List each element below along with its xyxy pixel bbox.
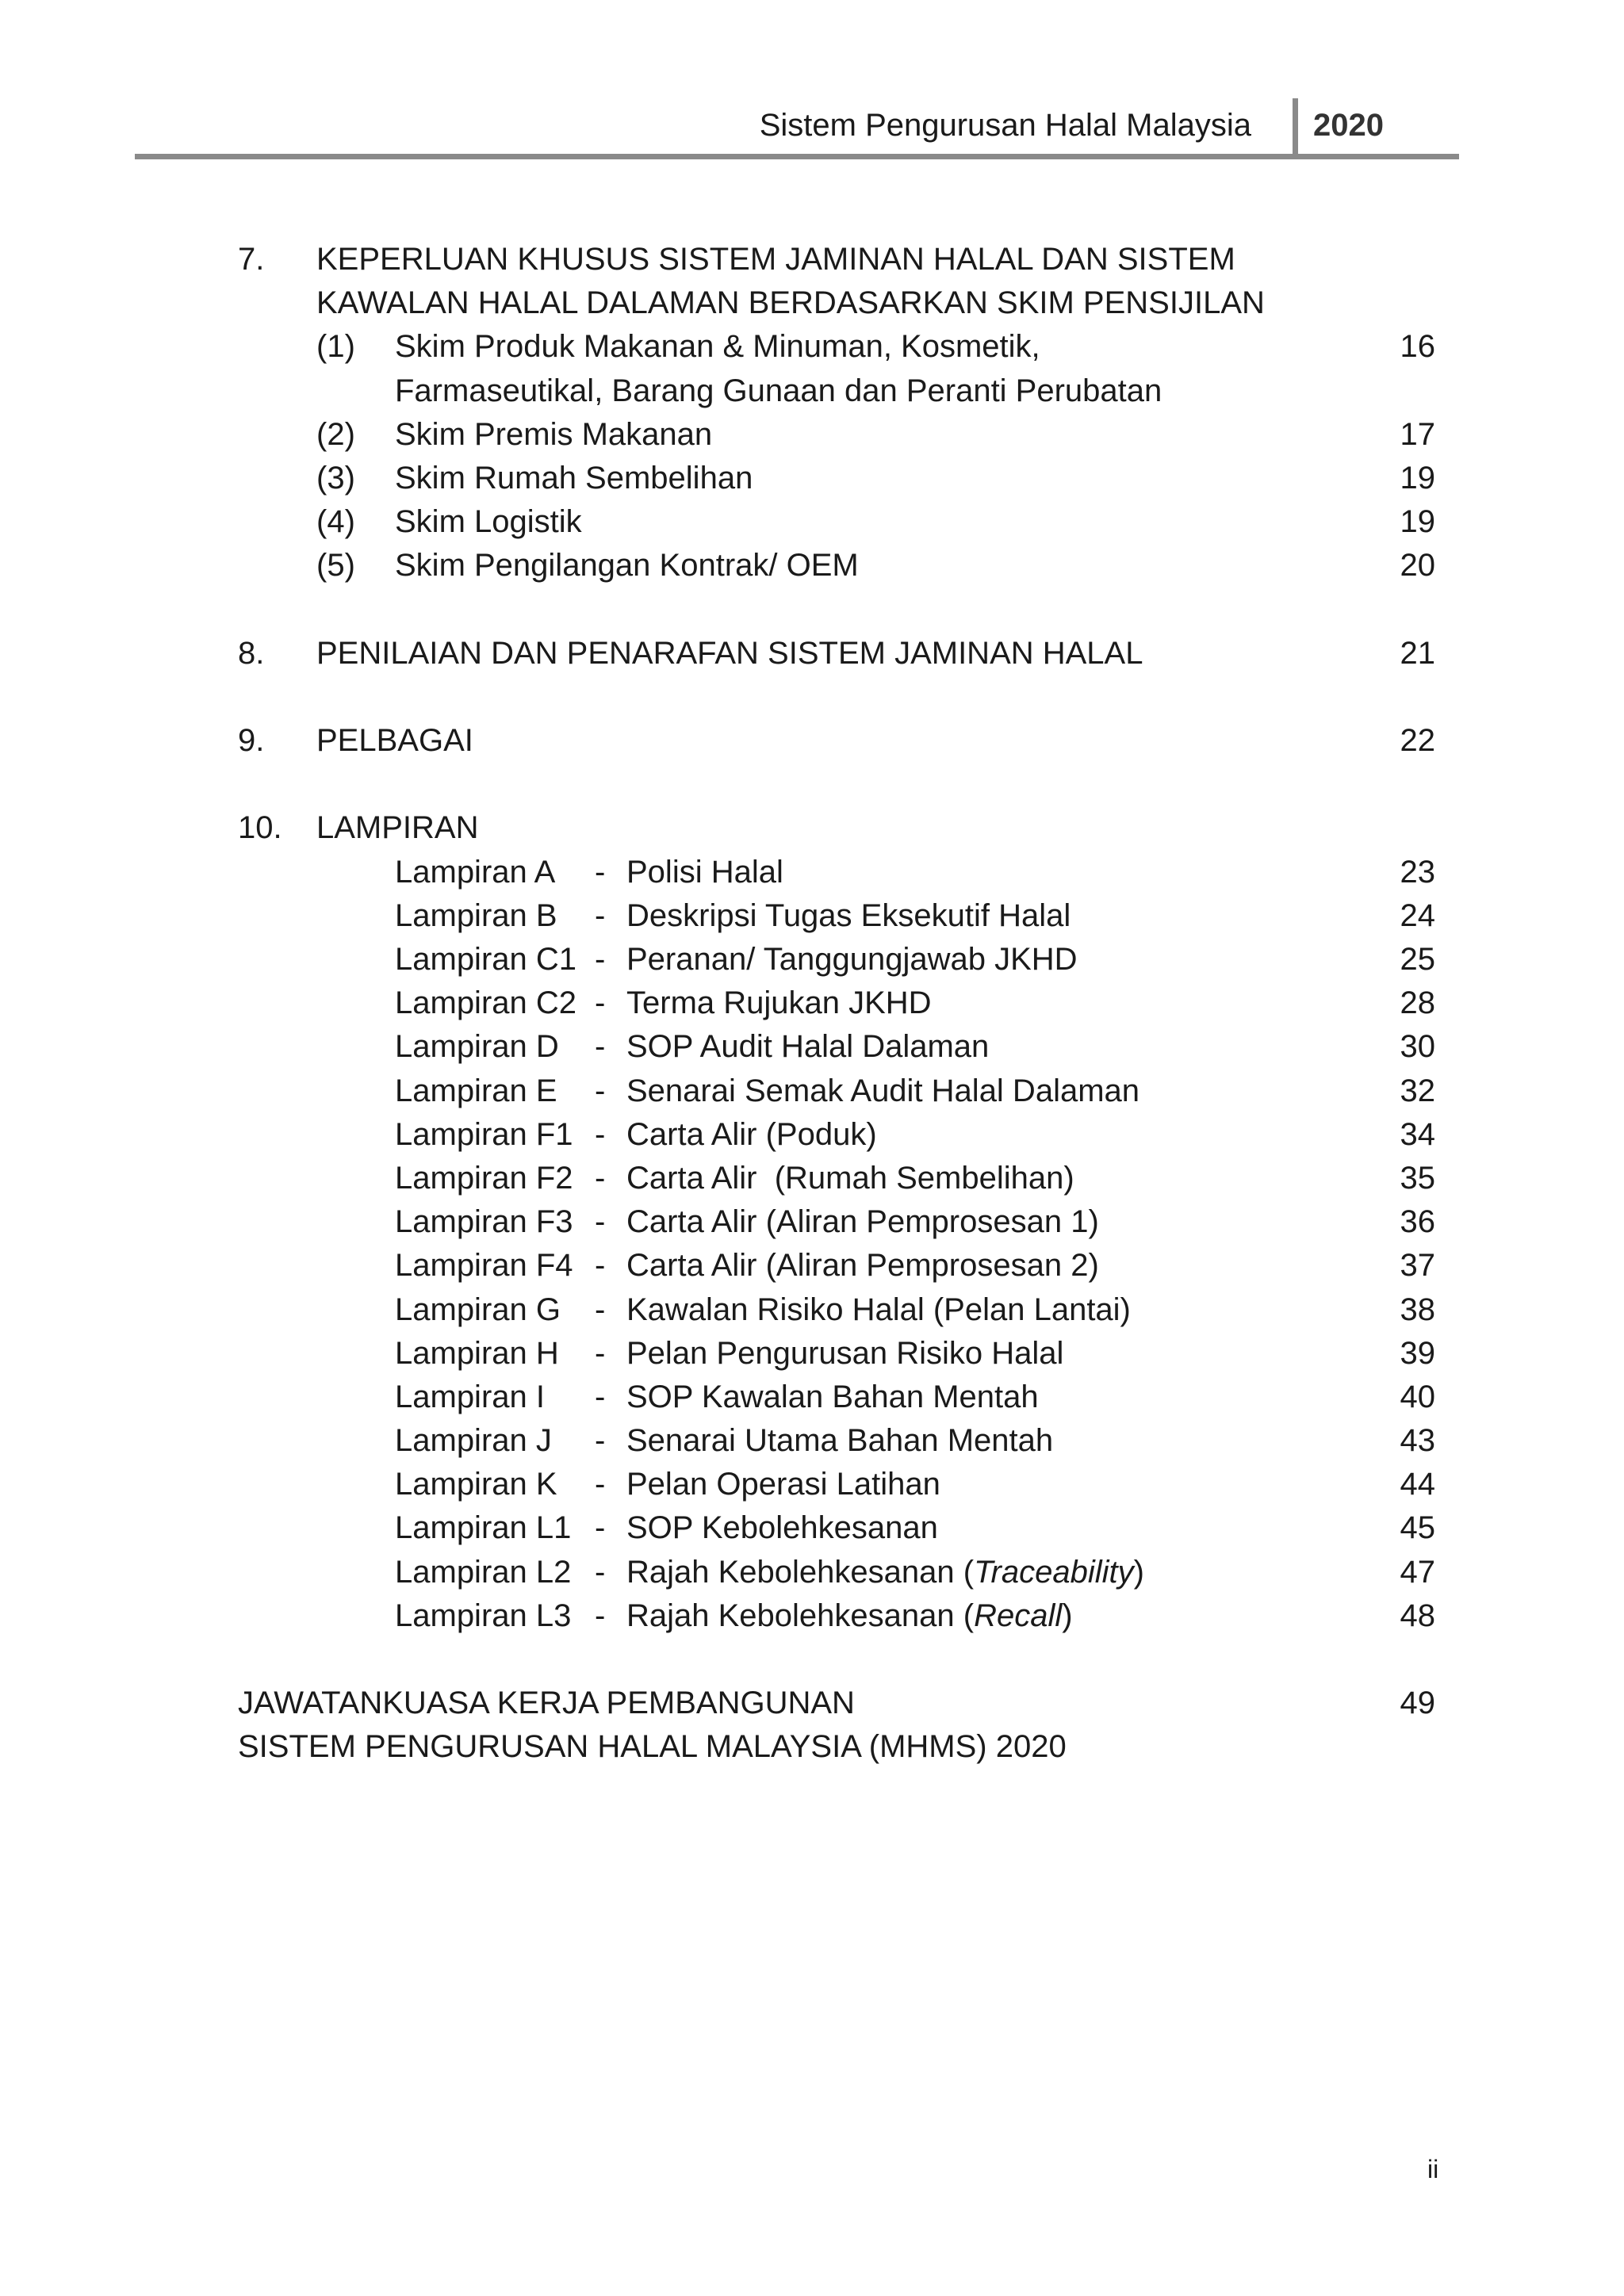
appendix-page: 37 [1400, 1248, 1435, 1284]
appendix-dash: - [595, 1379, 606, 1414]
toc-section-9[interactable] [238, 719, 1435, 763]
appendix-title: Kawalan Risiko Halal (Pelan Lantai) [626, 1292, 1131, 1327]
page-number: ii [1427, 2155, 1439, 2183]
appendix-code: Lampiran C2 [395, 985, 577, 1021]
appendix-dash: - [595, 1335, 606, 1371]
appendix-dash: - [595, 942, 606, 977]
toc-section-8[interactable] [238, 632, 1435, 675]
section-page: 21 [1400, 635, 1435, 671]
toc-appendix-entry[interactable] [238, 1200, 1435, 1244]
appendix-page: 28 [1400, 985, 1435, 1021]
appendix-code: Lampiran F4 [395, 1248, 573, 1284]
appendix-title: Carta Alir (Aliran Pemprosesan 1) [626, 1204, 1099, 1240]
toc-appendix-entry[interactable] [238, 1070, 1435, 1113]
entry-number: (1) [316, 329, 355, 365]
entry-page: 19 [1400, 460, 1435, 496]
entry-page: 16 [1400, 329, 1435, 365]
toc-appendix-entry[interactable] [238, 1419, 1435, 1463]
appendix-code: Lampiran F1 [395, 1116, 573, 1152]
toc-section-10 [238, 806, 1435, 850]
toc-entry[interactable] [238, 325, 1435, 369]
appendix-title: Senarai Semak Audit Halal Dalaman [626, 1073, 1140, 1108]
appendix-page: 38 [1400, 1292, 1435, 1327]
section-title: PENILAIAN DAN PENARAFAN SISTEM JAMINAN HALAL [316, 635, 1143, 671]
section-number: 8. [238, 635, 265, 671]
appendix-dash: - [595, 1554, 606, 1590]
toc-committee[interactable] [238, 1682, 1435, 1725]
toc-appendix-entry[interactable] [238, 1506, 1435, 1550]
running-header [135, 95, 1459, 159]
appendix-page: 24 [1400, 897, 1435, 933]
appendix-title: SOP Audit Halal Dalaman [626, 1029, 990, 1065]
spacer [238, 588, 1435, 632]
appendix-title: Deskripsi Tugas Eksekutif Halal [626, 897, 1071, 933]
appendix-page: 30 [1400, 1029, 1435, 1065]
entry-page: 19 [1400, 504, 1435, 540]
appendix-code: Lampiran L3 [395, 1598, 572, 1633]
entry-title: Skim Premis Makanan [395, 416, 713, 452]
toc-appendix-entry[interactable] [238, 1376, 1435, 1419]
appendix-title-italic: Traceability [974, 1554, 1134, 1590]
toc-appendix-entry[interactable] [238, 1551, 1435, 1594]
header-separator [1293, 98, 1298, 157]
appendix-code: Lampiran C1 [395, 942, 577, 977]
appendix-page: 35 [1400, 1160, 1435, 1196]
appendix-code: Lampiran F2 [395, 1160, 573, 1196]
section-number: 10. [238, 810, 282, 846]
appendix-title: Carta Alir (Poduk) [626, 1116, 877, 1152]
appendix-title: SOP Kebolehkesanan [626, 1510, 938, 1546]
toc-appendix-entry[interactable] [238, 851, 1435, 894]
appendix-title: Pelan Pengurusan Risiko Halal [626, 1335, 1064, 1371]
entry-number: (4) [316, 504, 355, 540]
toc-section-7 [238, 238, 1435, 281]
appendix-page: 32 [1400, 1073, 1435, 1108]
appendix-title: Terma Rujukan JKHD [626, 985, 932, 1021]
appendix-title-text: Rajah Kebolehkesanan ( [626, 1554, 975, 1590]
appendix-page: 34 [1400, 1116, 1435, 1152]
appendix-dash: - [595, 985, 606, 1021]
appendix-code: Lampiran G [395, 1292, 561, 1327]
appendix-title-close: ) [1062, 1598, 1073, 1633]
toc-appendix-entry[interactable] [238, 1288, 1435, 1332]
toc-appendix-entry[interactable] [238, 1244, 1435, 1288]
header-year: 2020 [1313, 108, 1384, 143]
appendix-title [626, 1551, 1144, 1594]
appendix-dash: - [595, 1029, 606, 1065]
appendix-page: 45 [1400, 1510, 1435, 1546]
appendix-title: Polisi Halal [626, 854, 783, 890]
appendix-code: Lampiran B [395, 897, 557, 933]
spacer [238, 1638, 1435, 1682]
appendix-code: Lampiran K [395, 1467, 557, 1502]
toc-appendix-entry[interactable] [238, 1332, 1435, 1376]
appendix-dash: - [595, 1248, 606, 1284]
entry-title: Skim Logistik [395, 504, 582, 540]
appendix-page: 44 [1400, 1467, 1435, 1502]
section-number: 7. [238, 242, 265, 277]
committee-page: 49 [1400, 1686, 1435, 1721]
toc-entry[interactable] [238, 413, 1435, 457]
appendix-title: Senarai Utama Bahan Mentah [626, 1423, 1054, 1459]
toc-committee-cont [238, 1725, 1435, 1769]
committee-title: JAWATANKUASA KERJA PEMBANGUNAN [238, 1686, 855, 1721]
section-number: 9. [238, 723, 265, 759]
appendix-page: 48 [1400, 1598, 1435, 1633]
spacer [238, 763, 1435, 806]
entry-number: (3) [316, 460, 355, 496]
appendix-dash: - [595, 1292, 606, 1327]
toc-section-7-cont [238, 281, 1435, 325]
appendix-code: Lampiran L2 [395, 1554, 572, 1590]
toc-appendix-entry[interactable] [238, 1025, 1435, 1069]
appendix-dash: - [595, 1073, 606, 1108]
appendix-title: Peranan/ Tanggungjawab JKHD [626, 942, 1078, 977]
toc-entry-cont [238, 369, 1435, 413]
toc-appendix-entry[interactable] [238, 938, 1435, 982]
appendix-code: Lampiran L1 [395, 1510, 572, 1546]
appendix-dash: - [595, 1160, 606, 1196]
appendix-title-close: ) [1133, 1554, 1144, 1590]
appendix-dash: - [595, 1423, 606, 1459]
toc-entry[interactable] [238, 457, 1435, 500]
appendix-dash: - [595, 1204, 606, 1240]
entry-page: 20 [1400, 548, 1435, 584]
appendix-code: Lampiran I [395, 1379, 545, 1414]
section-title: PELBAGAI [316, 723, 473, 759]
toc-appendix-entry[interactable] [238, 1594, 1435, 1638]
appendix-code: Lampiran F3 [395, 1204, 573, 1240]
toc-appendix-entry[interactable] [238, 894, 1435, 938]
appendix-dash: - [595, 1598, 606, 1633]
appendix-page: 43 [1400, 1423, 1435, 1459]
toc-appendix-entry[interactable] [238, 982, 1435, 1025]
section-title: KEPERLUAN KHUSUS SISTEM JAMINAN HALAL DAN SISTEM [316, 242, 1235, 277]
entry-page: 17 [1400, 416, 1435, 452]
header-title: Sistem Pengurusan Halal Malaysia [759, 108, 1251, 143]
entry-title-cont: Farmaseutikal, Barang Gunaan dan Peranti Perubatan [395, 373, 1162, 408]
appendix-dash: - [595, 1510, 606, 1546]
appendix-dash: - [595, 897, 606, 933]
appendix-title-text: Rajah Kebolehkesanan ( [626, 1598, 975, 1633]
entry-title: Skim Rumah Sembelihan [395, 460, 753, 496]
toc-appendix-entry[interactable] [238, 1113, 1435, 1157]
toc-appendix-entry[interactable] [238, 1157, 1435, 1200]
section-title: LAMPIRAN [316, 810, 479, 846]
entry-number: (5) [316, 548, 355, 584]
toc-entry[interactable] [238, 544, 1435, 587]
appendix-page: 39 [1400, 1335, 1435, 1371]
entry-title: Skim Produk Makanan & Minuman, Kosmetik, [395, 329, 1040, 365]
section-page: 22 [1400, 723, 1435, 759]
appendix-code: Lampiran D [395, 1029, 559, 1065]
appendix-code: Lampiran A [395, 854, 556, 890]
entry-number: (2) [316, 416, 355, 452]
appendix-code: Lampiran H [395, 1335, 559, 1371]
header-rule [135, 154, 1459, 159]
appendix-title: Carta Alir (Rumah Sembelihan) [626, 1160, 1074, 1196]
toc-appendix-entry[interactable] [238, 1463, 1435, 1506]
appendix-dash: - [595, 1467, 606, 1502]
appendix-title: SOP Kawalan Bahan Mentah [626, 1379, 1039, 1414]
appendix-title-italic: Recall [974, 1598, 1063, 1633]
appendix-code: Lampiran E [395, 1073, 557, 1108]
section-title-cont: KAWALAN HALAL DALAMAN BERDASARKAN SKIM PENSIJILAN [316, 285, 1265, 321]
appendix-dash: - [595, 854, 606, 890]
appendix-page: 47 [1400, 1554, 1435, 1590]
toc-entry[interactable] [238, 500, 1435, 544]
appendix-page: 40 [1400, 1379, 1435, 1414]
entry-title: Skim Pengilangan Kontrak/ OEM [395, 548, 859, 584]
spacer [238, 675, 1435, 719]
appendix-page: 36 [1400, 1204, 1435, 1240]
appendix-code: Lampiran J [395, 1423, 552, 1459]
committee-title-cont: SISTEM PENGURUSAN HALAL MALAYSIA (MHMS) 2020 [238, 1729, 1067, 1765]
appendix-dash: - [595, 1116, 606, 1152]
appendix-title: Carta Alir (Aliran Pemprosesan 2) [626, 1248, 1099, 1284]
appendix-title [626, 1594, 1073, 1638]
appendix-title: Pelan Operasi Latihan [626, 1467, 940, 1502]
appendix-page: 25 [1400, 942, 1435, 977]
appendix-page: 23 [1400, 854, 1435, 890]
table-of-contents [238, 238, 1435, 1770]
